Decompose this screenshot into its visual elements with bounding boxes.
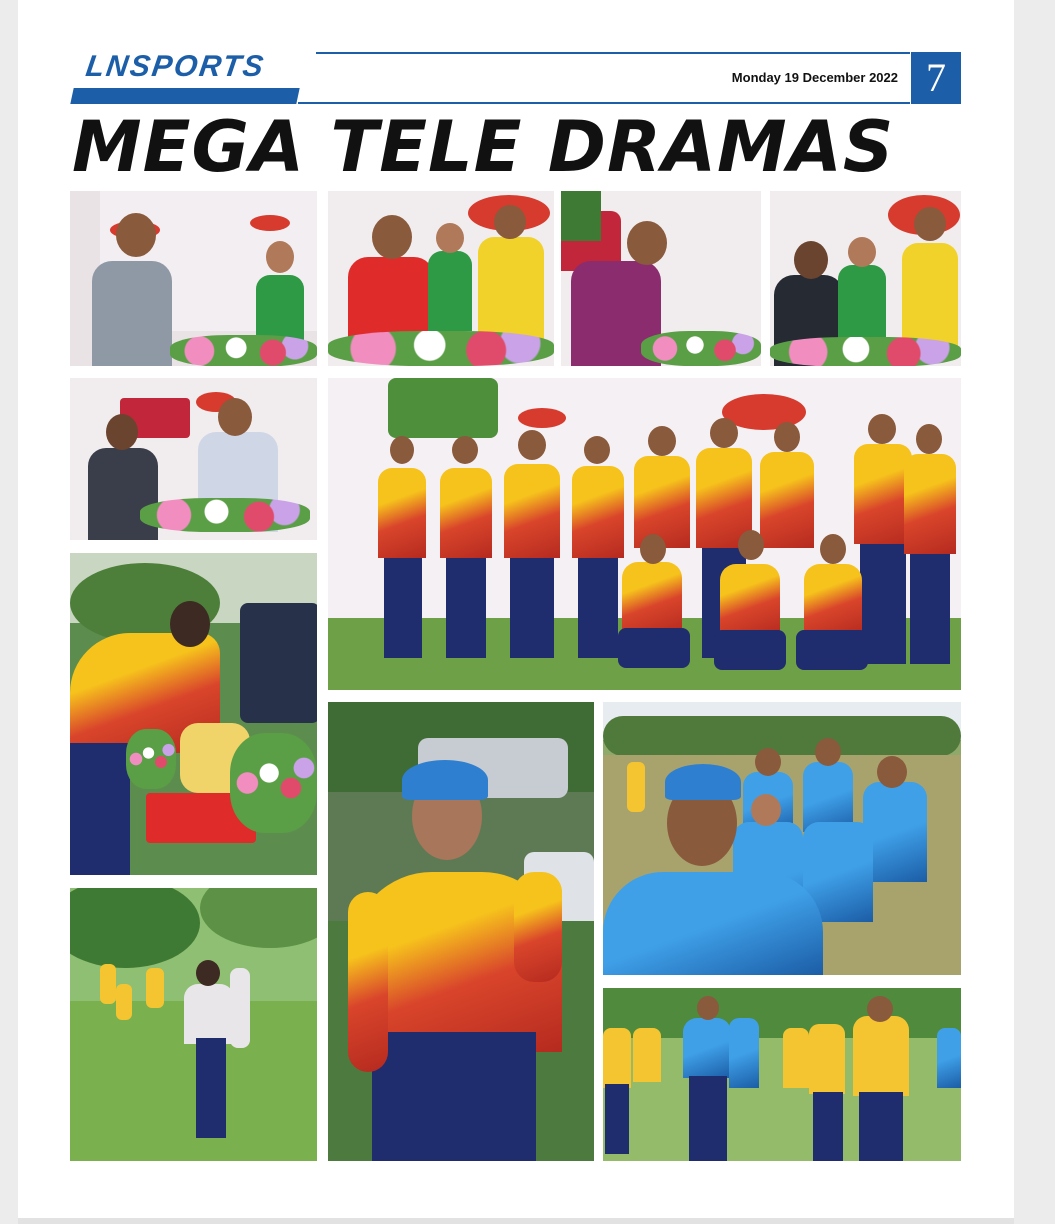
- header-rule-top: [316, 52, 910, 54]
- page-number: 7: [911, 52, 961, 104]
- photo-cake-table-dignitaries: [70, 378, 317, 540]
- photo-players-on-field: [603, 988, 961, 1161]
- ln-sports-logo: LNSPORTS: [83, 50, 268, 83]
- photo-cake-cutting-purple-shirt: [561, 191, 761, 366]
- photo-cake-cutting-black-shirt: [770, 191, 961, 366]
- issue-date: Monday 19 December 2022: [731, 70, 898, 85]
- newspaper-page: [18, 0, 1014, 1224]
- photo-blue-team-selfie: [603, 702, 961, 975]
- photo-cake-cutting-red-shirt: [328, 191, 554, 366]
- photo-team-photo-group: [328, 378, 961, 690]
- photo-woman-batting-practice: [70, 888, 317, 1161]
- photo-woman-player-portrait: [328, 702, 594, 1161]
- logo-underline-bar: [70, 88, 299, 104]
- photo-cake-cutting-grey-shirt: [70, 191, 317, 366]
- page-headline: MEGA TELE DRAMAS: [72, 106, 895, 188]
- header-rule-bottom: [298, 102, 910, 104]
- photo-player-cutting-cake: [70, 553, 317, 875]
